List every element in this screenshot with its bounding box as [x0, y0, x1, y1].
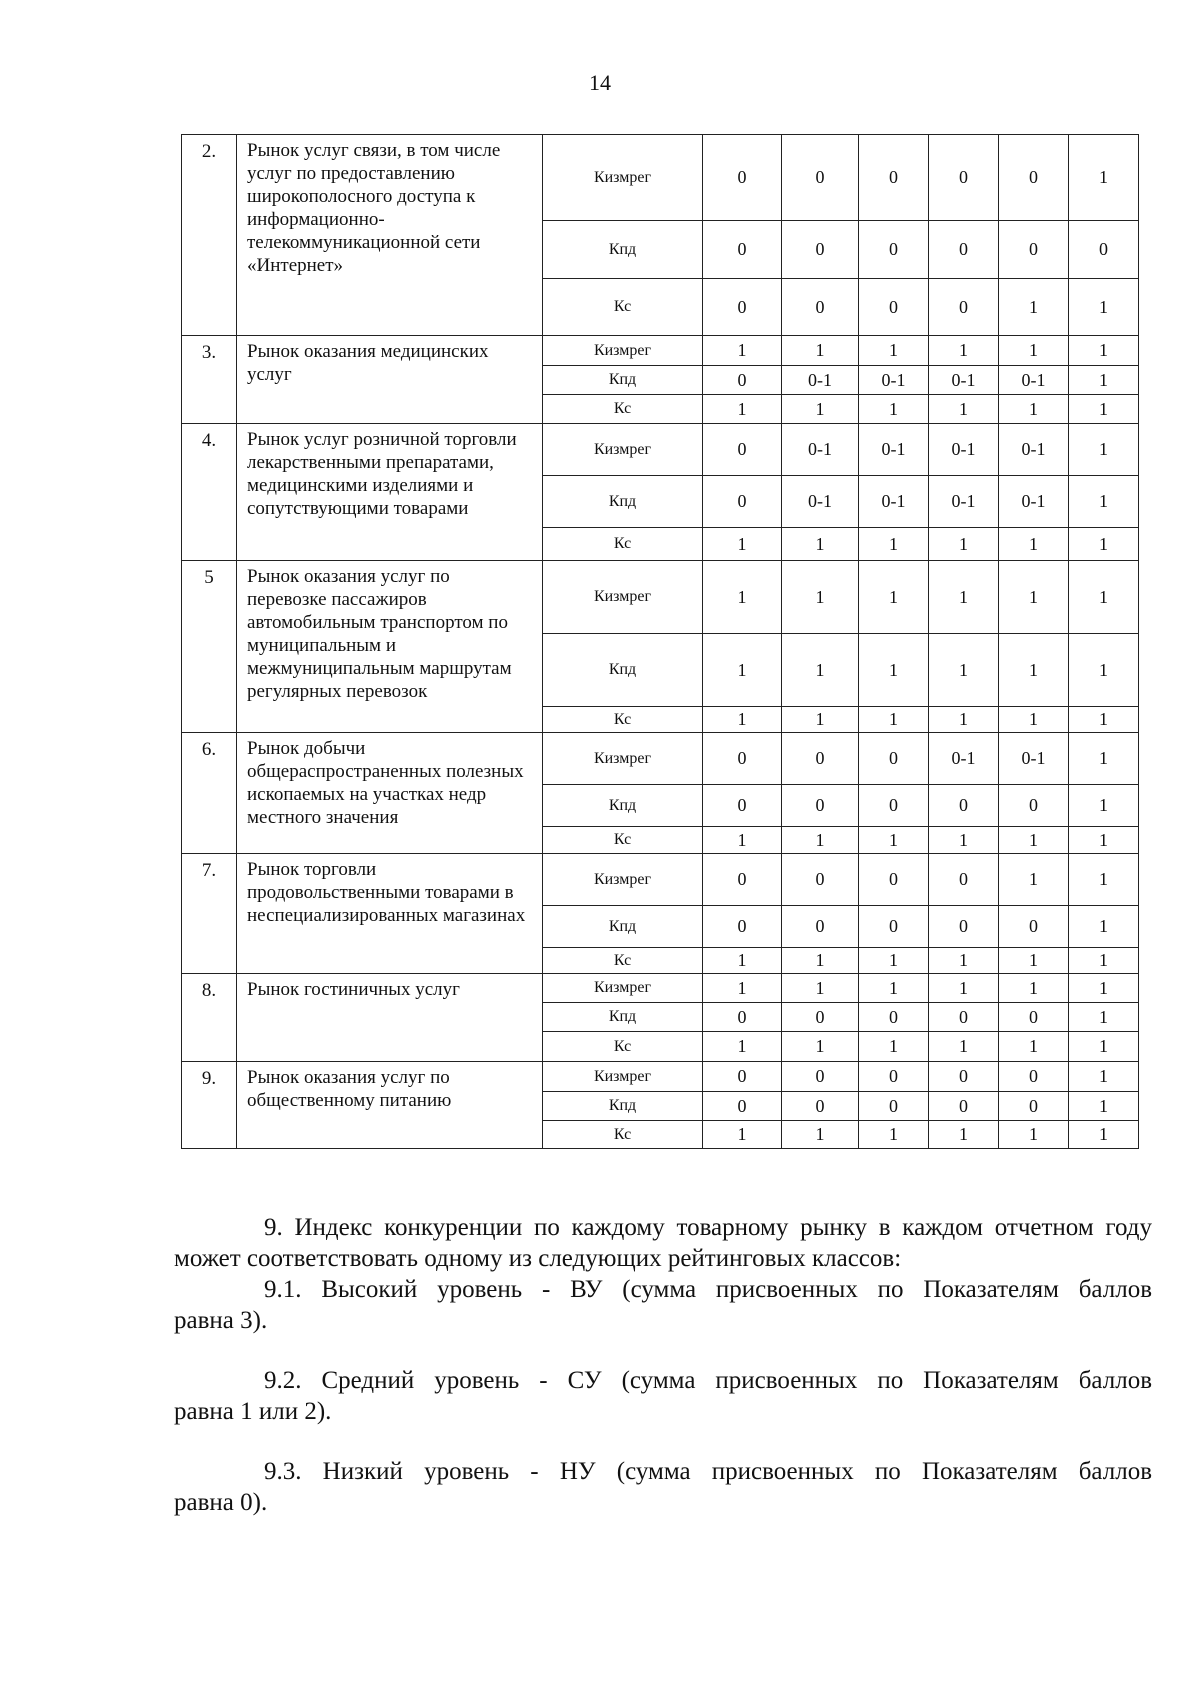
value-cell: 0 — [782, 221, 859, 279]
value-cell: 0 — [703, 854, 782, 906]
value-cell: 1 — [1069, 366, 1139, 395]
value-cell: 0 — [782, 1003, 859, 1032]
market-name: Рынок оказания медицинских услуг — [237, 336, 543, 424]
value-cell: 0 — [929, 1003, 999, 1032]
value-cell: 1 — [859, 528, 929, 561]
value-cell: 1 — [1069, 336, 1139, 366]
value-cell: 0 — [999, 1062, 1069, 1092]
value-cell: 1 — [1069, 135, 1139, 221]
value-cell: 0-1 — [929, 733, 999, 785]
page-number: 14 — [589, 70, 611, 95]
value-cell: 1 — [782, 561, 859, 634]
value-cell: 0 — [782, 785, 859, 827]
value-cell: 1 — [1069, 974, 1139, 1003]
paragraph-9-2-lead: 9.2. Средний уровень - СУ (сумма присвоенных по Показателям баллов — [264, 1367, 1152, 1394]
value-cell: 1 — [703, 707, 782, 733]
paragraph-9-1-lead: 9.1. Высокий уровень - ВУ (сумма присвоенных по Показателям баллов — [264, 1276, 1152, 1303]
indicator-label: Кпд — [543, 634, 703, 707]
value-cell: 1 — [782, 528, 859, 561]
indicator-label: Кпд — [543, 366, 703, 395]
value-cell: 1 — [782, 1121, 859, 1149]
value-cell: 1 — [929, 707, 999, 733]
value-cell: 1 — [782, 1032, 859, 1062]
paragraph-9-1-rest: равна 3). — [174, 1307, 268, 1334]
market-name: Рынок оказания услуг по перевозке пассажиров автомобильным транспортом по муниципальным и межмуниципальным маршрутам регулярных перевозок — [237, 561, 543, 733]
value-cell: 0 — [929, 135, 999, 221]
value-cell: 0 — [703, 733, 782, 785]
value-cell: 1 — [929, 336, 999, 366]
value-cell: 1 — [703, 1121, 782, 1149]
value-cell: 0 — [929, 1092, 999, 1121]
indicator-label: Кс — [543, 948, 703, 974]
market-name: Рынок услуг связи, в том числе услуг по предоставлению широкополосного доступа к информационно-телекоммуникационной сети «Интернет» — [237, 135, 543, 336]
value-cell: 0 — [999, 1092, 1069, 1121]
value-cell: 1 — [703, 634, 782, 707]
indicator-label: Кпд — [543, 476, 703, 528]
table-row — [182, 135, 1139, 221]
value-cell: 0 — [782, 854, 859, 906]
value-cell: 0 — [782, 1092, 859, 1121]
value-cell: 1 — [1069, 785, 1139, 827]
value-cell: 0-1 — [999, 424, 1069, 476]
value-cell: 0-1 — [782, 366, 859, 395]
value-cell: 1 — [929, 528, 999, 561]
value-cell: 0 — [703, 1003, 782, 1032]
indicator-label: Кизмрег — [543, 424, 703, 476]
table-row — [182, 424, 1139, 476]
value-cell: 0 — [703, 785, 782, 827]
value-cell: 1 — [703, 336, 782, 366]
value-cell: 0 — [929, 906, 999, 948]
value-cell: 1 — [859, 707, 929, 733]
value-cell: 1 — [703, 974, 782, 1003]
indicator-label: Кпд — [543, 1003, 703, 1032]
value-cell: 1 — [782, 395, 859, 424]
value-cell: 1 — [1069, 1003, 1139, 1032]
value-cell: 0 — [703, 906, 782, 948]
value-cell: 1 — [1069, 634, 1139, 707]
value-cell: 1 — [703, 1032, 782, 1062]
value-cell: 1 — [782, 827, 859, 854]
row-number: 6. — [182, 733, 237, 854]
table-row — [182, 336, 1139, 366]
indicator-label: Кс — [543, 279, 703, 336]
value-cell: 0-1 — [782, 424, 859, 476]
value-cell: 1 — [1069, 1062, 1139, 1092]
value-cell: 1 — [859, 974, 929, 1003]
value-cell: 0 — [859, 733, 929, 785]
value-cell: 1 — [1069, 707, 1139, 733]
value-cell: 1 — [1069, 827, 1139, 854]
row-number: 2. — [182, 135, 237, 336]
value-cell: 0 — [782, 135, 859, 221]
value-cell: 1 — [929, 561, 999, 634]
indicator-label: Кпд — [543, 906, 703, 948]
value-cell: 0 — [859, 854, 929, 906]
value-cell: 1 — [929, 634, 999, 707]
indicator-label: Кс — [543, 827, 703, 854]
value-cell: 1 — [999, 336, 1069, 366]
value-cell: 1 — [999, 707, 1069, 733]
value-cell: 0-1 — [929, 424, 999, 476]
value-cell: 0 — [703, 135, 782, 221]
value-cell: 1 — [929, 948, 999, 974]
value-cell: 1 — [929, 827, 999, 854]
row-number: 5 — [182, 561, 237, 733]
value-cell: 0 — [999, 906, 1069, 948]
value-cell: 1 — [929, 974, 999, 1003]
value-cell: 1 — [999, 1032, 1069, 1062]
value-cell: 1 — [929, 1121, 999, 1149]
indicator-label: Кпд — [543, 785, 703, 827]
indicator-label: Кизмрег — [543, 733, 703, 785]
value-cell: 0 — [859, 221, 929, 279]
value-cell: 1 — [1069, 733, 1139, 785]
value-cell: 0 — [859, 135, 929, 221]
value-cell: 1 — [999, 395, 1069, 424]
table-row — [182, 974, 1139, 1003]
table-row — [182, 561, 1139, 634]
value-cell: 1 — [703, 948, 782, 974]
value-cell: 0 — [929, 854, 999, 906]
value-cell: 0 — [703, 279, 782, 336]
row-number: 7. — [182, 854, 237, 974]
value-cell: 0-1 — [859, 366, 929, 395]
value-cell: 0 — [999, 785, 1069, 827]
row-number: 8. — [182, 974, 237, 1062]
value-cell: 0 — [703, 476, 782, 528]
indicator-label: Кизмрег — [543, 336, 703, 366]
value-cell: 0 — [859, 1003, 929, 1032]
indicator-label: Кпд — [543, 1092, 703, 1121]
value-cell: 0 — [859, 785, 929, 827]
value-cell: 1 — [782, 336, 859, 366]
value-cell: 1 — [782, 948, 859, 974]
row-number: 4. — [182, 424, 237, 561]
value-cell: 1 — [1069, 854, 1139, 906]
value-cell: 0 — [703, 366, 782, 395]
value-cell: 0 — [859, 1062, 929, 1092]
value-cell: 0-1 — [859, 424, 929, 476]
value-cell: 0 — [782, 279, 859, 336]
value-cell: 1 — [999, 279, 1069, 336]
indicator-label: Кс — [543, 707, 703, 733]
value-cell: 1 — [999, 1121, 1069, 1149]
value-cell: 1 — [1069, 279, 1139, 336]
value-cell: 0 — [703, 1092, 782, 1121]
value-cell: 1 — [1069, 424, 1139, 476]
indicator-label: Кс — [543, 1121, 703, 1149]
value-cell: 1 — [782, 974, 859, 1003]
paragraph-9-3-rest: равна 0). — [174, 1489, 268, 1516]
market-name: Рынок услуг розничной торговли лекарственными препаратами, медицинскими изделиями и сопутствующими товарами — [237, 424, 543, 561]
value-cell: 0 — [999, 1003, 1069, 1032]
indicator-label: Кпд — [543, 221, 703, 279]
value-cell: 0 — [782, 906, 859, 948]
market-indicators-table — [181, 134, 1139, 1149]
value-cell: 0 — [929, 1062, 999, 1092]
value-cell: 0 — [999, 221, 1069, 279]
value-cell: 1 — [1069, 1121, 1139, 1149]
rating-classes-text — [174, 1212, 1152, 1518]
value-cell: 1 — [1069, 948, 1139, 974]
value-cell: 0-1 — [859, 476, 929, 528]
value-cell: 0 — [703, 221, 782, 279]
value-cell: 1 — [703, 528, 782, 561]
value-cell: 1 — [1069, 1092, 1139, 1121]
value-cell: 1 — [859, 1032, 929, 1062]
row-number: 9. — [182, 1062, 237, 1149]
paragraph-9-3-lead: 9.3. Низкий уровень - НУ (сумма присвоенных по Показателям баллов — [264, 1458, 1152, 1485]
indicator-label: Кс — [543, 1032, 703, 1062]
value-cell: 0 — [929, 785, 999, 827]
value-cell: 0 — [999, 135, 1069, 221]
indicator-label: Кизмрег — [543, 974, 703, 1003]
market-name: Рынок торговли продовольственными товарами в неспециализированных магазинах — [237, 854, 543, 974]
value-cell: 1 — [859, 561, 929, 634]
value-cell: 1 — [1069, 561, 1139, 634]
value-cell: 0-1 — [999, 476, 1069, 528]
market-name: Рынок оказания услуг по общественному питанию — [237, 1062, 543, 1149]
paragraph-9-lead: 9. Индекс конкуренции по каждому товарному рынку в каждом отчетном году — [264, 1214, 1152, 1241]
indicator-label: Кизмрег — [543, 135, 703, 221]
value-cell: 1 — [859, 948, 929, 974]
value-cell: 1 — [1069, 395, 1139, 424]
value-cell: 1 — [1069, 1032, 1139, 1062]
table-row — [182, 733, 1139, 785]
value-cell: 1 — [929, 1032, 999, 1062]
value-cell: 0 — [782, 733, 859, 785]
table-row — [182, 854, 1139, 906]
paragraph-9-rest: может соответствовать одному из следующих рейтинговых классов: — [174, 1245, 902, 1272]
value-cell: 1 — [929, 395, 999, 424]
value-cell: 1 — [703, 827, 782, 854]
value-cell: 1 — [999, 561, 1069, 634]
value-cell: 1 — [703, 561, 782, 634]
value-cell: 0-1 — [999, 733, 1069, 785]
indicator-label: Кизмрег — [543, 561, 703, 634]
value-cell: 1 — [999, 974, 1069, 1003]
value-cell: 1 — [999, 948, 1069, 974]
value-cell: 1 — [782, 707, 859, 733]
value-cell: 1 — [859, 1121, 929, 1149]
value-cell: 0 — [703, 424, 782, 476]
value-cell: 0 — [703, 1062, 782, 1092]
indicator-label: Кс — [543, 528, 703, 561]
value-cell: 0 — [782, 1062, 859, 1092]
value-cell: 0 — [859, 279, 929, 336]
paragraph-9-2-rest: равна 1 или 2). — [174, 1398, 332, 1425]
market-name: Рынок добычи общераспространенных полезных ископаемых на участках недр местного значения — [237, 733, 543, 854]
value-cell: 0-1 — [929, 476, 999, 528]
value-cell: 0-1 — [782, 476, 859, 528]
value-cell: 1 — [999, 827, 1069, 854]
value-cell: 0-1 — [999, 366, 1069, 395]
value-cell: 0 — [929, 279, 999, 336]
value-cell: 1 — [1069, 476, 1139, 528]
value-cell: 1 — [1069, 906, 1139, 948]
value-cell: 1 — [859, 395, 929, 424]
row-number: 3. — [182, 336, 237, 424]
table-row — [182, 1062, 1139, 1092]
value-cell: 0 — [929, 221, 999, 279]
value-cell: 0 — [859, 906, 929, 948]
value-cell: 1 — [1069, 528, 1139, 561]
market-name: Рынок гостиничных услуг — [237, 974, 543, 1062]
value-cell: 1 — [703, 395, 782, 424]
value-cell: 0 — [859, 1092, 929, 1121]
value-cell: 0 — [1069, 221, 1139, 279]
value-cell: 1 — [782, 634, 859, 707]
value-cell: 1 — [999, 528, 1069, 561]
indicator-label: Кс — [543, 395, 703, 424]
indicator-label: Кизмрег — [543, 1062, 703, 1092]
value-cell: 1 — [859, 634, 929, 707]
value-cell: 1 — [999, 854, 1069, 906]
value-cell: 1 — [999, 634, 1069, 707]
value-cell: 0-1 — [929, 366, 999, 395]
indicator-label: Кизмрег — [543, 854, 703, 906]
value-cell: 1 — [859, 827, 929, 854]
value-cell: 1 — [859, 336, 929, 366]
